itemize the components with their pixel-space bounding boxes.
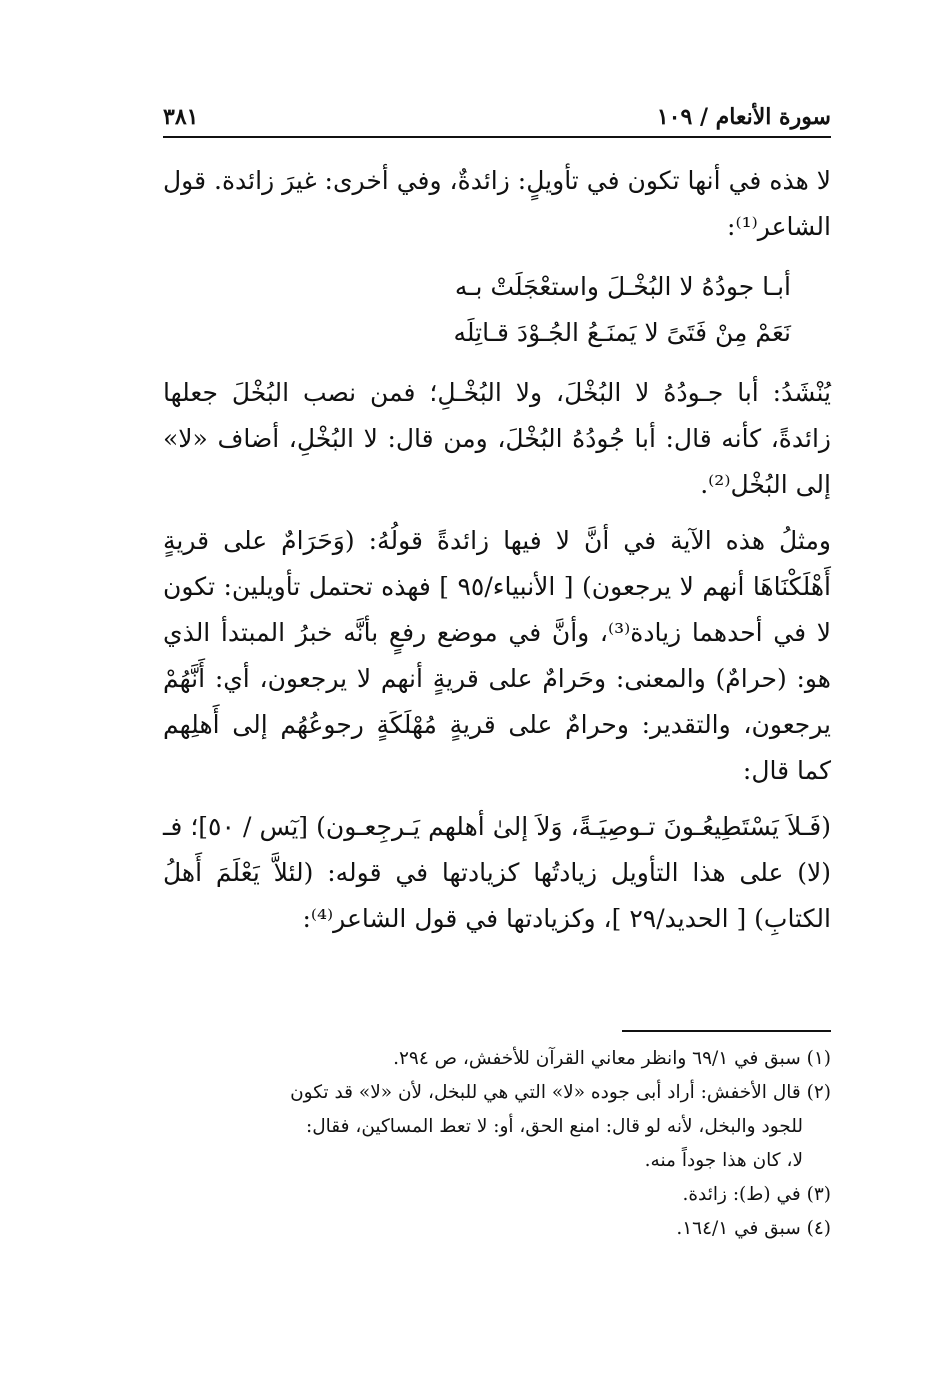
paragraph-4: (فَـلاَ يَسْتَطِيعُـونَ تـوصِيَـةً، وَلاَ إلىٰ أهلهم يَـرجِعـون) [يٓس / ٥٠]؛ فـ (لا) على هذا التأويل زيادتُها كزيادتها في قوله: (لئلاَّ يَعْلَمَ أَهلُ الكتابِ) [ الحديد/٢٩ ]، وكزيادتها في قول الشاعر⁽⁴⁾: [163,812,831,933]
footnote-2-continuation: للجود والبخل، لأنه لو قال: امنع الحق، أو: لا تعط المساكين، فقال: [305,1116,803,1137]
paragraph-3: ومثلُ هذه الآية في أنَّ لا فيها زائدةً قولُهُ: (وَحَرَامٌ على قريةٍ أَهْلَكْنَاهَا أنهم لا يرجعون) [ الأنبياء/٩٥ ] فهذه تحتمل تأويلين: تكون لا في أحدهما زيادة⁽³⁾، وأنَّ في موضع رفعٍ بأنَّه خبرُ المبتدأ الذي هو: (حرامٌ) والمعنى: وحَرامٌ على قريةٍ أنهم لا يرجعون، أي: أَنَّهُمْ يرجعون، والتقدير: وحرامٌ على قريةٍ مُهْلَكَةٍ رجوعُهُم إلى أَهلِهم كما قال: [163,526,831,785]
page-number: ٣٨١ [163,104,199,130]
verse-line-1: أبـا جودُهُ لا البُخْـلَ واستعْجَلَتْ بـه [454,272,791,301]
paragraph-2: يُنْشَدُ: أبا جـودُهُ لا البُخْلَ، ولا البُخْـلِ؛ فمن نصب البُخْلَ جعلها زائدةً، كأنه قال: أبا جُودُهُ البُخْلَ، ومن قال: لا البُخْلِ، أضاف «لا» إلى البُخْل⁽²⁾. [163,378,831,499]
verse-line-2: نَعَمْ مِنْ فَتَىً لا يَمنَـعُ الجُـوْدَ قـاتِلَه [453,318,791,347]
footnote-2: (٢) قال الأخفش: أراد أبى جوده «لا» التي هي للبخل، لأن «لا» قد تكون [290,1082,831,1103]
running-title: سورة الأنعام / ١٠٩ [656,104,831,130]
poetry-verse [163,264,831,356]
footnote-1: (١) سبق في ٦٩/١ وانظر معاني القرآن للأخفش، ص ٢٩٤. [393,1048,831,1069]
main-text [163,158,831,942]
footnote-3: (٣) في (ط): زائدة. [682,1184,831,1205]
footnote-separator [622,1030,831,1032]
footnote-4: (٤) سبق في ١٦٤/١. [676,1218,831,1239]
footnote-2-continuation: لا، كان هذا جوداً منه. [644,1150,803,1171]
page-header [163,92,831,138]
footnotes [163,1042,831,1246]
paragraph-1: لا هذه في أنها تكون في تأويلٍ: زائدةٌ، وفي أخرى: غيرَ زائدة. قول الشاعر⁽¹⁾: [163,166,831,241]
